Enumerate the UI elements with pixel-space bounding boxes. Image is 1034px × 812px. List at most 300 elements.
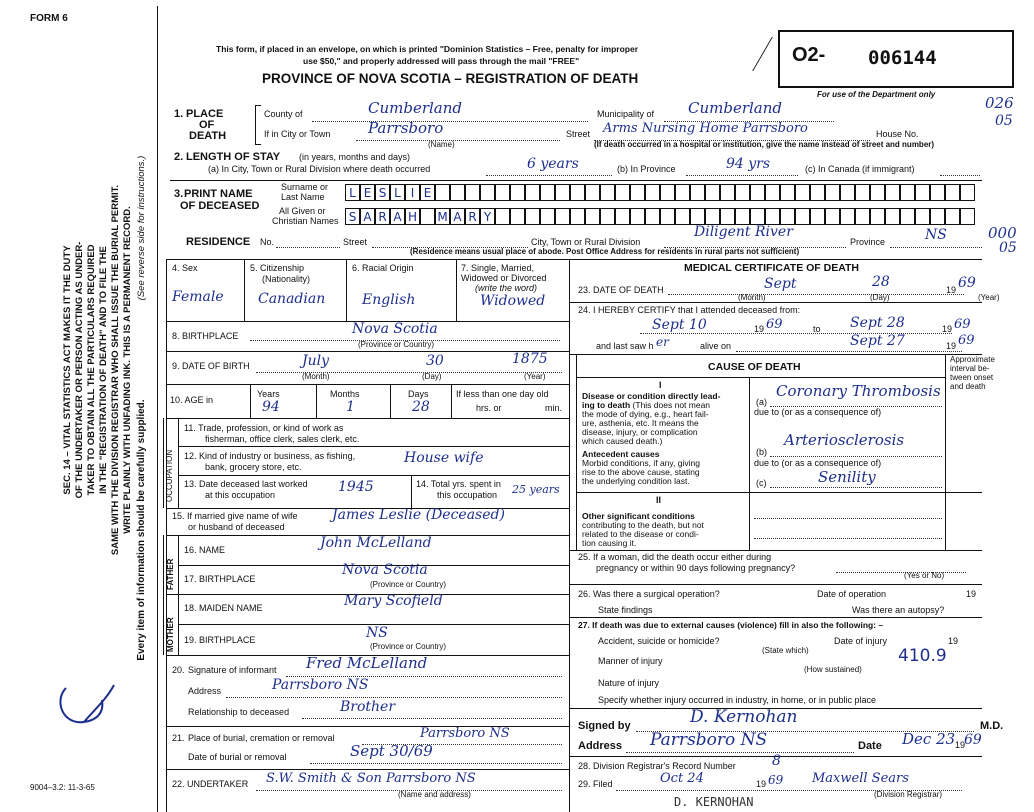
given-name-letter-box [555, 208, 570, 225]
stay-province-value: 94 yrs [726, 156, 771, 172]
direct-cause-3: the mode of dying, e.g., heart fail- [582, 409, 709, 419]
signed-by-label: Signed by [578, 720, 631, 732]
city-label: If in City or Town [264, 129, 331, 139]
surname-letter-box [645, 184, 660, 201]
certifier-address-value: Parrsboro NS [650, 730, 768, 750]
cause-b-label: (b) [756, 447, 767, 457]
surname-letter-box [885, 184, 900, 201]
stay-number: 2. [174, 151, 184, 163]
state-which-caption: (State which) [762, 646, 809, 655]
surname-letter-box [795, 184, 810, 201]
filed-year: 69 [768, 773, 784, 787]
operation-date-label: Date of operation [817, 589, 887, 599]
surname-letter-box [600, 184, 615, 201]
place-number: 1. [174, 108, 184, 120]
direct-cause-2a: ing to death [582, 400, 631, 410]
surname-letter-box [480, 184, 495, 201]
given-name-boxes [345, 206, 982, 228]
findings-label: State findings [598, 605, 653, 615]
occupation-q14-value: 25 years [512, 483, 560, 496]
given-name-letter-box [420, 208, 435, 225]
min-label: min. [545, 403, 563, 413]
direct-cause-1: Disease or condition directly lead- [582, 391, 721, 401]
residence-city-label: City, Town or Rural Division [531, 237, 641, 247]
stay-city-value: 6 years [527, 156, 579, 172]
registrar-signature: Maxwell Sears [812, 771, 909, 786]
antecedent-3: rise to the above cause, stating [582, 467, 700, 477]
surname-letter-box [690, 184, 705, 201]
interval-2: interval be- [950, 364, 990, 373]
given-label-1: All Given or [279, 206, 326, 216]
racial-value: English [362, 292, 416, 308]
registration-number: 006144 [868, 47, 937, 69]
less-than-day-label: If less than one day old [456, 389, 549, 399]
burial-date-label: Date of burial or removal [188, 752, 287, 762]
dob-year: 1875 [512, 351, 548, 367]
informant-signature: Fred McLelland [306, 654, 428, 672]
alive-on-label: alive on [700, 341, 732, 351]
given-name-letter-box: S [345, 208, 360, 225]
attended-from-year: 69 [766, 317, 783, 332]
sex-value: Female [172, 289, 224, 305]
surname-letter-box [495, 184, 510, 201]
section-roman-1: I [659, 380, 662, 390]
spouse-value: James Leslie (Deceased) [332, 507, 505, 523]
father-birthplace-caption: (Province or Country) [370, 580, 447, 589]
citizenship-value: Canadian [258, 291, 326, 307]
surname-letter-box [510, 184, 525, 201]
given-name-letter-box [510, 208, 525, 225]
citizenship-label: 5. Citizenship [250, 263, 305, 273]
last-saw-h: er [656, 335, 669, 349]
surname-letter-box [540, 184, 555, 201]
death-date-label: 23. DATE OF DEATH [578, 285, 664, 295]
occupation-q13-1: 13. Date deceased last worked [184, 479, 308, 489]
given-name-letter-box [960, 208, 975, 225]
filed-year-prefix: 19 [756, 779, 767, 789]
given-name-letter-box [495, 208, 510, 225]
informant-signature-label: Signature of informant [188, 665, 277, 675]
due-to-label-2: due to (or as a consequence of) [754, 458, 882, 468]
given-name-letter-box [855, 208, 870, 225]
death-month-caption: (Month) [738, 293, 766, 302]
surname-letter-box [525, 184, 540, 201]
certifier-date-value: Dec 23 [902, 730, 956, 748]
certifier-date-label: Date [858, 740, 882, 752]
relationship-label: Relationship to deceased [188, 707, 290, 717]
attended-to: Sept 28 [850, 315, 905, 331]
house-number-label: House No. [876, 129, 919, 139]
sidebar-line-1: SEC. 14 – VITAL STATISTICS ACT MAKES IT THE DUTY [62, 245, 73, 495]
hospital-note: (If death occurred in a hospital or institution, give the name instead of street and number) [594, 140, 935, 149]
surname-letter-box [675, 184, 690, 201]
city-name-caption: (Name) [428, 140, 455, 149]
surname-letter-box [900, 184, 915, 201]
dob-label: 9. DATE OF BIRTH [172, 361, 250, 371]
certifier-address-label: Address [578, 740, 623, 752]
months-label: Months [330, 389, 360, 399]
years-label: Years [257, 389, 280, 399]
birthplace-caption: (Province or Country) [358, 340, 435, 349]
form-code: 9004–3.2: 11-3-65 [30, 783, 95, 792]
surname-letter-box: L [390, 184, 405, 201]
given-name-letter-box: A [360, 208, 375, 225]
residence-province-value: NS [925, 227, 947, 243]
registration-prefix: O2- [792, 44, 826, 66]
father-birthplace-value: Nova Scotia [342, 562, 428, 578]
given-name-letter-box [885, 208, 900, 225]
name-label-1: PRINT NAME [184, 188, 253, 200]
street-label: Street [566, 129, 591, 139]
given-name-letter-box [660, 208, 675, 225]
alive-year-prefix: 19 [946, 341, 957, 351]
surname-letter-box [810, 184, 825, 201]
direct-cause-4: ure, asthenia, etc. It means the [582, 418, 699, 428]
surname-letter-box: S [375, 184, 390, 201]
burial-date-value: Sept 30/69 [350, 742, 433, 760]
autopsy-label: Was there an autopsy? [852, 605, 945, 615]
surname-letter-box [585, 184, 600, 201]
given-name-letter-box [600, 208, 615, 225]
death-year-caption: (Year) [978, 293, 1000, 302]
surname-letter-box [705, 184, 720, 201]
surname-letter-box [735, 184, 750, 201]
occupation-q12-value: House wife [404, 450, 484, 466]
attended-to-label: to [813, 324, 821, 334]
surname-letter-box [945, 184, 960, 201]
surname-letter-box [750, 184, 765, 201]
how-sustained-caption: (How sustained) [804, 665, 862, 674]
signed-by-value: D. Kernohan [690, 707, 798, 727]
hrs-label: hrs. or [476, 403, 502, 413]
surname-letter-box [615, 184, 630, 201]
surname-letter-box [780, 184, 795, 201]
sidebar-line-7: Every item of information should be carefully supplied. [136, 399, 147, 661]
direct-cause-2b: (This does not mean [632, 400, 711, 410]
specify-label: Specify whether injury occurred in industry, in home, or in public place [598, 695, 876, 705]
occupation-q12-1: 12. Kind of industry or business, as fishing, [184, 451, 356, 461]
cause-title: CAUSE OF DEATH [708, 361, 801, 373]
citizenship-sub: (Nationality) [262, 274, 311, 284]
surname-letter-box [915, 184, 930, 201]
filed-label: 29. Filed [578, 779, 613, 789]
antecedent-1: Antecedent causes [582, 449, 660, 459]
racial-label: 6. Racial Origin [352, 263, 414, 273]
given-name-letter-box [540, 208, 555, 225]
occupation-q12-2: bank, grocery store, etc. [205, 462, 302, 472]
death-day: 28 [872, 274, 890, 290]
operation-year-prefix: 19 [966, 589, 977, 599]
filed-date: Oct 24 [660, 771, 704, 786]
marital-value: Widowed [480, 293, 546, 309]
form-number: FORM 6 [30, 13, 68, 24]
other-conditions-3: related to the disease or condi- [582, 529, 699, 539]
municipality-label: Municipality of [597, 109, 655, 119]
given-name-letter-box: M [435, 208, 450, 225]
interval-3: tween onset [950, 373, 994, 382]
nature-label: Nature of injury [598, 678, 660, 688]
marital-label-3: (write the word) [475, 283, 538, 293]
direct-cause-5: disease, injury, or complication [582, 427, 698, 437]
residence-province-label: Province [850, 237, 886, 247]
sidebar-line-4: IN THE "REGISTRATION OF DEATH" AND TO FILE THE [98, 246, 109, 494]
surgery-label: 26. Was there a surgical operation? [578, 589, 720, 599]
yes-no-caption: (Yes or No) [904, 571, 945, 580]
informant-address-label: Address [188, 686, 222, 696]
residence-city-value: Diligent River [694, 224, 793, 240]
age-months: 1 [346, 399, 355, 415]
record-number-label: 28. Division Registrar's Record Number [578, 761, 736, 771]
spouse-label-1: 15. If married give name of wife [172, 511, 298, 521]
sex-label: 4. Sex [172, 263, 198, 273]
registration-number-box [778, 30, 1014, 88]
informant-address-value: Parrsboro NS [272, 677, 369, 693]
death-day-caption: (Day) [870, 293, 890, 302]
antecedent-4: the underlying condition last. [582, 476, 690, 486]
birthplace-value: Nova Scotia [352, 321, 438, 337]
manner-label: Manner of injury [598, 656, 663, 666]
alive-date: Sept 27 [850, 333, 905, 349]
mother-maiden-value: Mary Scofield [344, 593, 443, 609]
registrar-caption: (Division Registrar) [874, 790, 943, 799]
surname-letter-box [960, 184, 975, 201]
surname-letter-box [660, 184, 675, 201]
cause-b-value: Arteriosclerosis [784, 431, 905, 449]
place-label-2: OF [199, 119, 215, 131]
place-label-1: PLACE [186, 108, 224, 120]
given-name-letter-box [795, 208, 810, 225]
given-name-letter-box [870, 208, 885, 225]
certifier-date-year-prefix: 19 [955, 740, 966, 750]
given-name-letter-box: A [390, 208, 405, 225]
informant-number: 20. [172, 665, 185, 675]
age-years: 94 [262, 399, 280, 415]
sidebar-line-2: OF THE UNDERTAKER OR PERSON ACTING AS UNDER- [74, 241, 85, 499]
other-conditions-4: tion causing it. [582, 538, 637, 548]
surname-letter-box [435, 184, 450, 201]
attended-from: Sept 10 [652, 317, 707, 333]
accident-label: Accident, suicide or homicide? [598, 636, 720, 646]
given-name-letter-box [570, 208, 585, 225]
pregnancy-label-1: 25. If a woman, did the death occur either during [578, 552, 772, 562]
given-name-letter-box [780, 208, 795, 225]
given-name-letter-box [705, 208, 720, 225]
given-name-letter-box [630, 208, 645, 225]
given-name-letter-box: Y [480, 208, 495, 225]
occupation-q14-2: this occupation [437, 490, 498, 500]
given-name-letter-box: R [375, 208, 390, 225]
antecedent-2: Morbid conditions, if any, giving [582, 458, 700, 468]
section-roman-2: II [656, 495, 662, 505]
department-use-label: For use of the Department only [817, 90, 936, 99]
cause-c-value: Senility [818, 468, 876, 486]
surname-letter-box [570, 184, 585, 201]
bottom-stamp: D. KERNOHAN [674, 795, 754, 809]
residence-note: (Residence means usual place of abode. Post Office Address for residents in rural parts not sufficient) [410, 247, 800, 256]
given-name-letter-box [720, 208, 735, 225]
father-side-label: FATHER [166, 558, 175, 590]
surname-letter-box [870, 184, 885, 201]
department-code-3: 000 [988, 224, 1017, 242]
department-code-2: 05 [995, 113, 1013, 129]
department-code-4: 05 [999, 240, 1017, 256]
mother-birthplace-value: NS [366, 625, 388, 641]
burial-number: 21. [172, 733, 185, 743]
cause-a-label: (a) [756, 397, 767, 407]
days-label: Days [408, 389, 429, 399]
given-name-letter-box: H [405, 208, 420, 225]
surname-letter-box [825, 184, 840, 201]
given-name-letter-box [825, 208, 840, 225]
form-title: PROVINCE OF NOVA SCOTIA – REGISTRATION OF DEATH [262, 71, 639, 86]
age-days: 28 [412, 399, 430, 415]
surname-letter-box [840, 184, 855, 201]
surname-letter-box: E [360, 184, 375, 201]
surname-letter-box [930, 184, 945, 201]
undertaker-value: S.W. Smith & Son Parrsboro NS [266, 771, 476, 786]
surname-letter-box [465, 184, 480, 201]
occupation-side-label: OCCUPATION [165, 449, 174, 502]
given-name-letter-box [810, 208, 825, 225]
due-to-label: due to (or as a consequence of) [754, 407, 882, 417]
record-number-value: 8 [772, 753, 781, 769]
burial-place-value: Parrsboro NS [420, 726, 510, 741]
alive-year: 69 [958, 333, 975, 348]
given-name-letter-box [735, 208, 750, 225]
undertaker-label: 22. UNDERTAKER [172, 779, 249, 789]
occupation-q13-value: 1945 [338, 479, 374, 495]
stay-label-note: (in years, months and days) [299, 152, 411, 162]
given-name-letter-box [525, 208, 540, 225]
surname-letter-box [555, 184, 570, 201]
name-label-2: OF DECEASED [180, 200, 260, 212]
mail-note-1: This form, if placed in an envelope, on which is printed "Dominion Statistics – Free, penalty for improper [216, 44, 639, 54]
given-name-letter-box [900, 208, 915, 225]
county-label: County of [264, 109, 303, 119]
relationship-value: Brother [340, 699, 396, 715]
given-name-letter-box [645, 208, 660, 225]
surname-boxes [345, 182, 982, 204]
given-name-letter-box [585, 208, 600, 225]
surname-letter-box [855, 184, 870, 201]
check-scribble [44, 660, 124, 740]
residence-street-label: Street [343, 237, 368, 247]
surname-letter-box [720, 184, 735, 201]
md-label: M.D. [980, 720, 1004, 732]
dob-day: 30 [426, 353, 444, 369]
given-name-letter-box [690, 208, 705, 225]
occupation-q13-2: at this occupation [205, 490, 276, 500]
name-number: 3. [174, 188, 184, 200]
given-name-letter-box: R [465, 208, 480, 225]
death-month: Sept [764, 276, 797, 292]
city-value: Parrsboro [368, 119, 444, 137]
other-conditions-2: contributing to the death, but not [582, 520, 704, 530]
given-name-letter-box [675, 208, 690, 225]
given-name-letter-box [615, 208, 630, 225]
sidebar-line-5: SAME WITH THE DIVISION REGISTRAR WHO SHALL ISSUE THE BURIAL PERMIT. [110, 184, 121, 556]
stay-label: LENGTH OF STAY [186, 151, 281, 163]
death-year: 69 [958, 275, 976, 291]
given-name-letter-box [840, 208, 855, 225]
street-value: Arms Nursing Home Parrsboro [603, 121, 808, 136]
attended-to-year-prefix: 19 [942, 324, 953, 334]
given-label-2: Christian Names [272, 216, 339, 226]
mother-side-label: MOTHER [166, 617, 175, 652]
age-label: 10. AGE in [170, 395, 214, 405]
sidebar-border [157, 6, 158, 812]
occupation-q14-1: 14. Total yrs. spent in [416, 479, 501, 489]
mother-maiden-label: 18. MAIDEN NAME [184, 603, 263, 613]
external-causes-label: 27. If death was due to external causes (violence) fill in also the following: – [578, 620, 884, 630]
cause-code-value: 410.9 [898, 646, 947, 666]
occupation-q11-1: 11. Trade, profession, or kind of work as [184, 423, 344, 433]
father-birthplace-label: 17. BIRTHPLACE [184, 574, 256, 584]
sidebar-line-8: (See reverse side for instructions.) [136, 155, 147, 301]
direct-cause-6: which caused death.) [582, 436, 663, 446]
surname-label-1: Surname or [281, 182, 329, 192]
county-value: Cumberland [368, 99, 463, 117]
dob-year-caption: (Year) [524, 372, 546, 381]
mother-birthplace-caption: (Province or Country) [370, 642, 447, 651]
place-bracket [255, 105, 261, 145]
medical-title: MEDICAL CERTIFICATE OF DEATH [684, 262, 859, 274]
surname-letter-box [450, 184, 465, 201]
certify-label: 24. I HEREBY CERTIFY that I attended deceased from: [578, 305, 801, 315]
other-conditions-1: Other significant conditions [582, 511, 695, 521]
injury-date-label: Date of injury [834, 636, 888, 646]
sidebar-line-3: TAKER TO OBTAIN ALL THE PARTICULARS REQUIRED [86, 244, 97, 496]
given-name-letter-box [915, 208, 930, 225]
given-name-letter-box [930, 208, 945, 225]
interval-1: Approximate [950, 355, 995, 364]
dob-day-caption: (Day) [422, 372, 442, 381]
given-name-letter-box: A [450, 208, 465, 225]
injury-year-prefix: 19 [948, 636, 959, 646]
father-name-value: John McLelland [320, 535, 432, 551]
occupation-q11-2: fisherman, office clerk, sales clerk, etc. [205, 434, 360, 444]
last-saw-label: and last saw h [596, 341, 654, 351]
death-year-prefix: 19 [946, 285, 957, 295]
marital-label-2: Widowed or Divorced [461, 273, 547, 283]
department-code-1: 026 [985, 94, 1014, 112]
father-name-label: 16. NAME [184, 545, 226, 555]
residence-no-label: No. [260, 237, 275, 247]
cause-a-value: Coronary Thrombosis [776, 382, 941, 400]
dob-month-caption: (Month) [302, 372, 330, 381]
surname-letter-box [630, 184, 645, 201]
surname-letter-box: I [405, 184, 420, 201]
marital-label-1: 7. Single, Married, [461, 263, 535, 273]
mother-birthplace-label: 19. BIRTHPLACE [184, 635, 256, 645]
surname-letter-box: E [420, 184, 435, 201]
attended-to-year: 69 [954, 317, 971, 332]
residence-label: RESIDENCE [186, 236, 251, 248]
surname-letter-box [765, 184, 780, 201]
given-name-letter-box [750, 208, 765, 225]
stay-canada-label: (c) In Canada (if immigrant) [805, 164, 915, 174]
given-name-letter-box [765, 208, 780, 225]
sidebar-line-6: WRITE PLAINLY WITH UNFADING INK. THIS IS A PERMANENT RECORD. [122, 206, 133, 534]
undertaker-caption: (Name and address) [398, 790, 471, 799]
surname-letter-box: L [345, 184, 360, 201]
mail-note-2: use $50," and properly addressed will pass through the mail "FREE" [303, 56, 580, 66]
given-name-letter-box [945, 208, 960, 225]
certifier-date-year: 69 [964, 732, 982, 748]
pregnancy-label-2: pregnancy or within 90 days following pregnancy? [596, 563, 796, 573]
stay-city-label: (a) In City, Town or Rural Division where death occurred [208, 164, 431, 174]
attended-from-year-prefix: 19 [754, 324, 765, 334]
